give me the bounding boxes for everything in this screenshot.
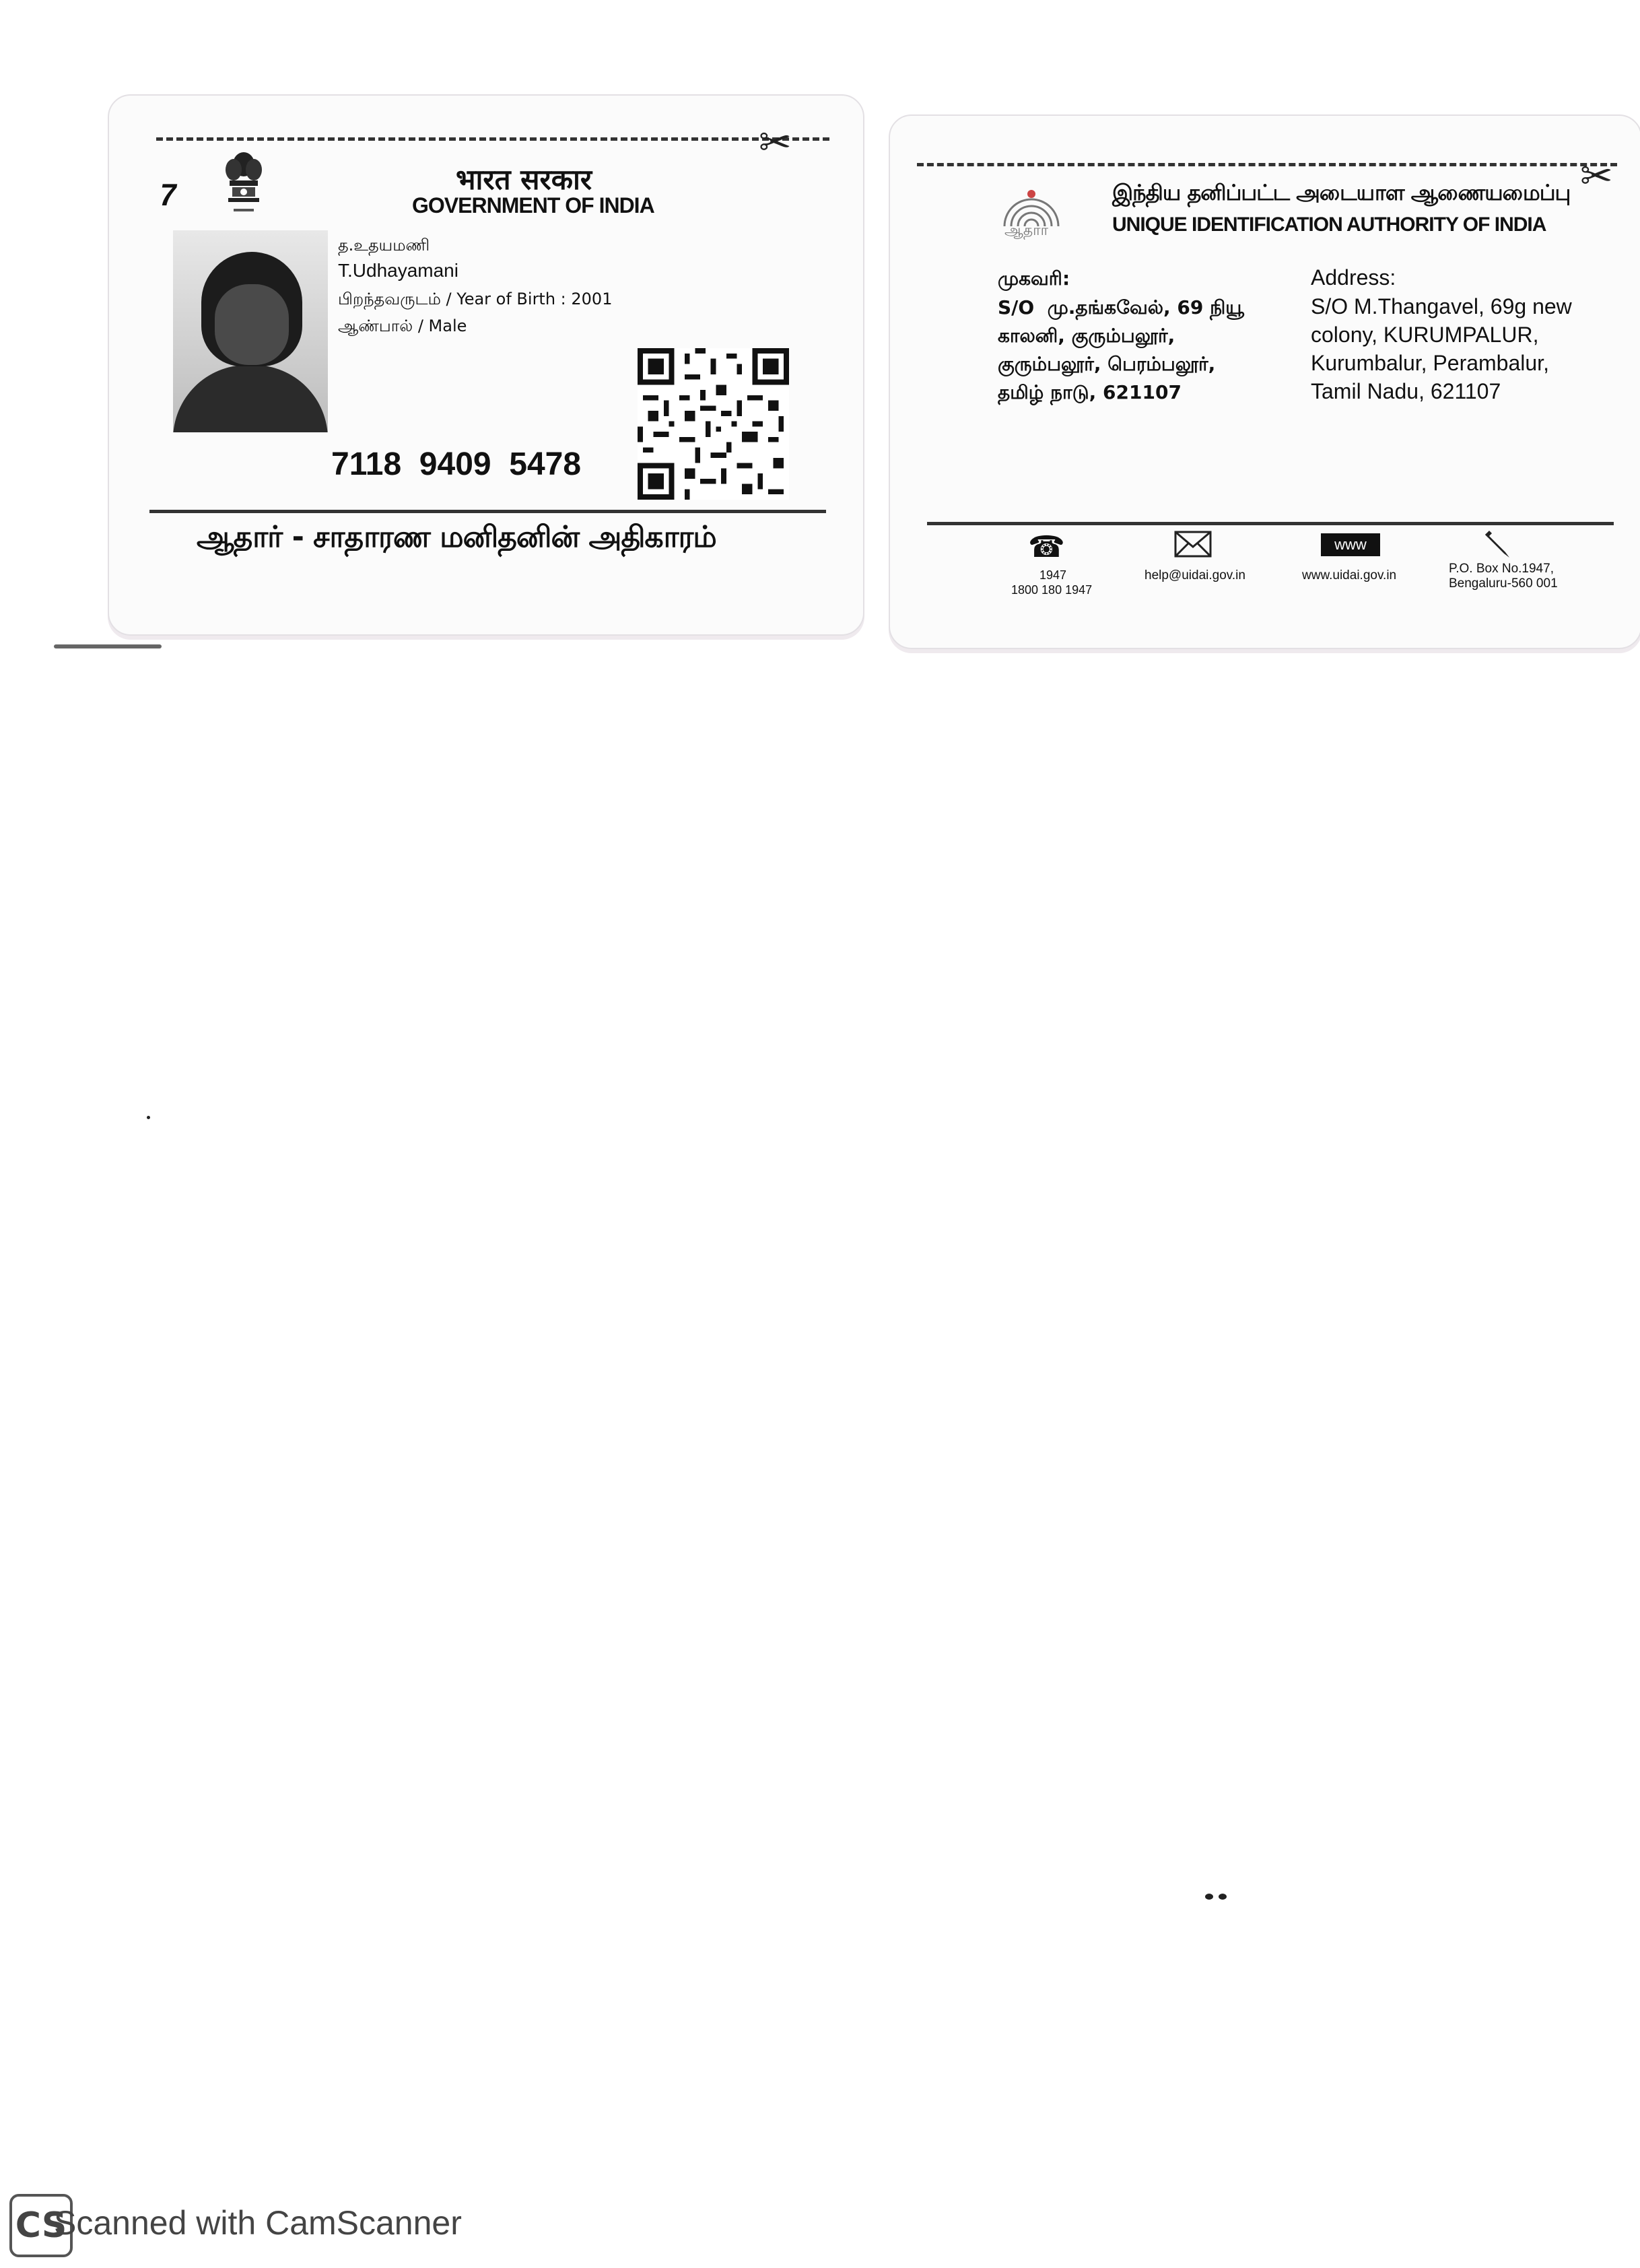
scan-speck xyxy=(147,1116,150,1119)
camscanner-logo: CS xyxy=(9,2194,73,2257)
email-icon xyxy=(1174,531,1212,561)
scan-speck xyxy=(54,644,162,648)
year-of-birth: பிறந்தவருடம் / Year of Birth : 2001 xyxy=(338,290,613,308)
scan-speck xyxy=(1219,1894,1227,1900)
gender: ஆண்பால் / Male xyxy=(338,316,467,335)
address-tamil-line: குரும்பலூர், பெரம்பலூர், xyxy=(998,353,1216,375)
address-english-line: colony, KURUMPALUR, xyxy=(1311,323,1539,347)
camscanner-watermark: Scanned with CamScanner xyxy=(54,2204,462,2242)
aadhaar-card-front xyxy=(108,94,864,636)
holder-name-tamil: த.உதயமணி xyxy=(338,236,430,255)
cut-line xyxy=(917,163,1617,166)
aadhaar-number: 7118 9409 5478 xyxy=(331,446,582,482)
address-english-line: Tamil Nadu, 621107 xyxy=(1311,379,1501,403)
address-english-line: S/O M.Thangavel, 69g new xyxy=(1311,294,1572,319)
address-tamil-line: காலனி, குரும்பலூர், xyxy=(998,325,1175,347)
authority-english: UNIQUE IDENTIFICATION AUTHORITY OF INDIA xyxy=(1112,213,1546,236)
handwritten-mark: 7 xyxy=(156,177,180,212)
divider xyxy=(927,522,1614,525)
qr-code-icon xyxy=(638,348,789,500)
helpline-number: 1947 xyxy=(1039,568,1067,582)
address-tamil-line: தமிழ் நாடு, 621107 xyxy=(998,381,1182,403)
aadhaar-logo-text: ஆதார் xyxy=(1004,222,1049,239)
aadhaar-card-back xyxy=(889,114,1640,649)
aadhaar-tagline: ஆதார் - சாதாரண மனிதனின் அதிகாரம் xyxy=(197,520,716,554)
authority-tamil: இந்திய தனிப்பட்ட அடையாள ஆணையமைப்பு xyxy=(1112,180,1571,205)
scan-speck xyxy=(1205,1894,1213,1900)
address-english-line: Kurumbalur, Perambalur, xyxy=(1311,351,1549,375)
national-emblem-icon xyxy=(220,149,267,220)
govt-english-title: GOVERNMENT OF INDIA xyxy=(412,193,654,218)
address-tamil-line: S/O மு.தங்கவேல், 69 நியூ xyxy=(998,296,1245,319)
scissors-icon: ✂ xyxy=(759,119,792,165)
pen-icon xyxy=(1482,528,1516,565)
helpline-tollfree: 1800 180 1947 xyxy=(1011,583,1093,597)
po-box: P.O. Box No.1947, xyxy=(1449,562,1554,576)
holder-name: T.Udhayamani xyxy=(338,260,458,281)
scissors-icon: ✂ xyxy=(1580,153,1613,199)
holder-photo xyxy=(173,230,328,432)
address-label-english: Address: xyxy=(1311,265,1396,290)
address-label-tamil: முகவரி: xyxy=(998,267,1070,290)
divider xyxy=(149,510,826,513)
help-email: help@uidai.gov.in xyxy=(1144,568,1245,582)
govt-hindi-title: भारत सरकार xyxy=(456,163,592,196)
phone-icon: ☎ xyxy=(1028,530,1065,564)
website: www.uidai.gov.in xyxy=(1302,568,1397,582)
po-city: Bengaluru-560 001 xyxy=(1449,576,1558,591)
cut-line xyxy=(156,137,829,141)
www-icon: www xyxy=(1321,533,1380,556)
